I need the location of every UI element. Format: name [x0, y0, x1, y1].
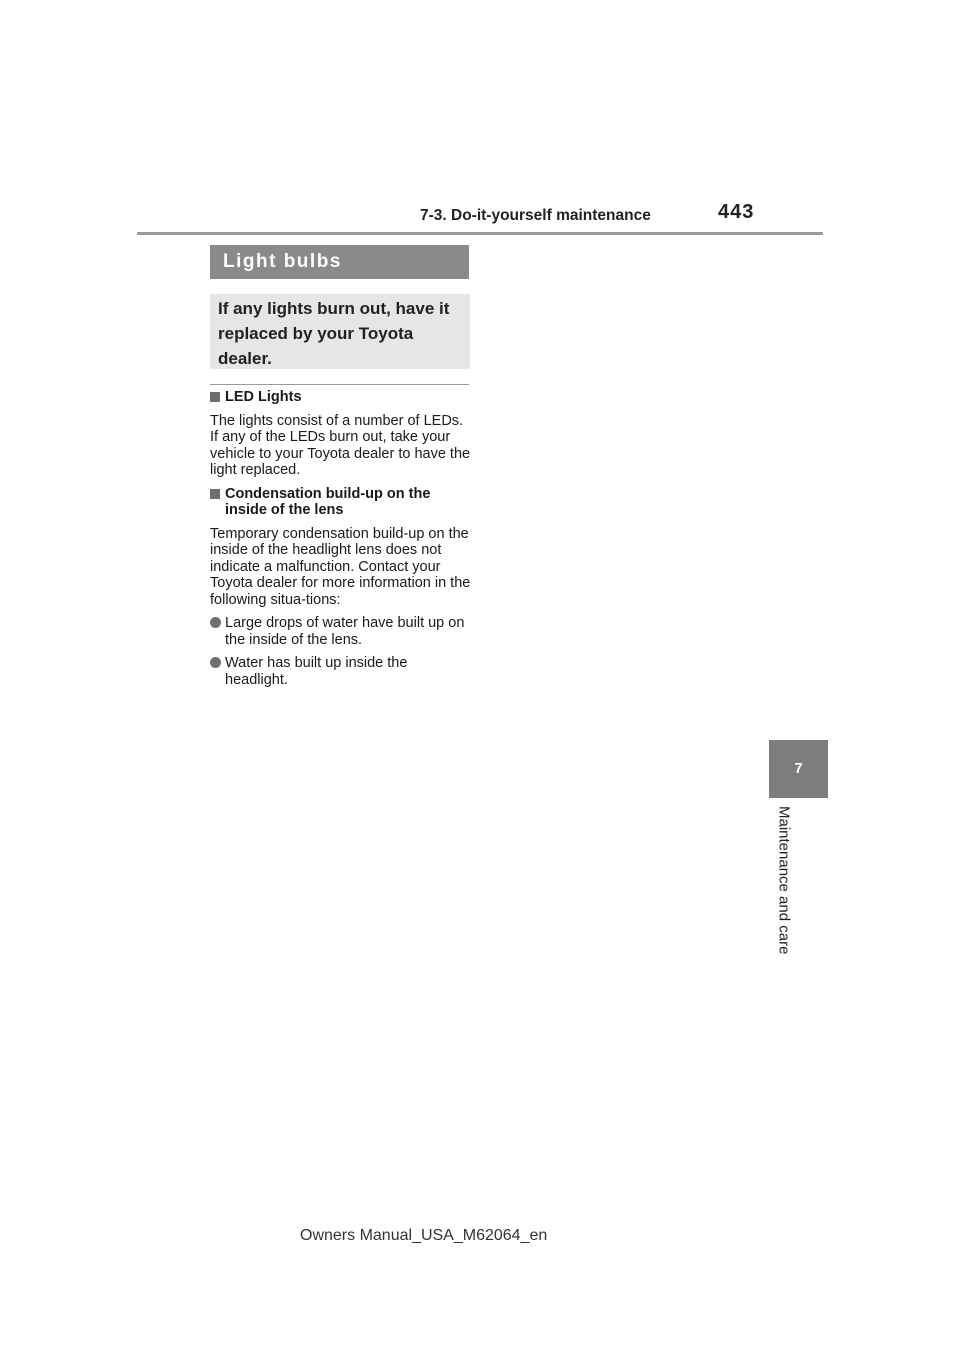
- intro-divider: [210, 384, 469, 385]
- chapter-label: Maintenance and care: [775, 806, 793, 955]
- list-item: [210, 615, 472, 648]
- content-column: [210, 389, 472, 695]
- subheading-text: LED Lights: [225, 389, 302, 405]
- list-item: [210, 655, 472, 688]
- subheading-condensation: [210, 486, 472, 519]
- circle-bullet-icon: [210, 657, 221, 668]
- circle-bullet-icon: [210, 617, 221, 628]
- subheading-text: Condensation build-up on the inside of the lens: [225, 485, 431, 518]
- chapter-label-wrap: [769, 806, 799, 981]
- subheading-led-lights: [210, 389, 472, 406]
- intro-box: If any lights burn out, have it replaced by your Toyota dealer.: [210, 294, 470, 369]
- footer-text: Owners Manual_USA_M62064_en: [300, 1227, 548, 1244]
- list-item-text: Water has built up inside the headlight.: [225, 655, 408, 688]
- section-banner: Light bulbs: [210, 245, 469, 279]
- paragraph-condensation: Temporary condensation build-up on the inside of the headlight lens does not indicate a malfunction. Contact your Toyota dealer for more information in the following situa-tions:: [210, 525, 471, 608]
- page-number: 443: [718, 201, 755, 223]
- square-bullet-icon: [210, 489, 220, 499]
- list-item-text: Large drops of water have built up on the inside of the lens.: [225, 615, 465, 648]
- header-section-title: 7-3. Do-it-yourself maintenance: [420, 207, 651, 224]
- chapter-tab[interactable]: 7: [769, 740, 828, 798]
- header-rule: [137, 232, 823, 235]
- square-bullet-icon: [210, 392, 220, 402]
- paragraph-led-lights: The lights consist of a number of LEDs. If any of the LEDs burn out, take your vehicle to your Toyota dealer to have the light replaced.: [210, 412, 471, 478]
